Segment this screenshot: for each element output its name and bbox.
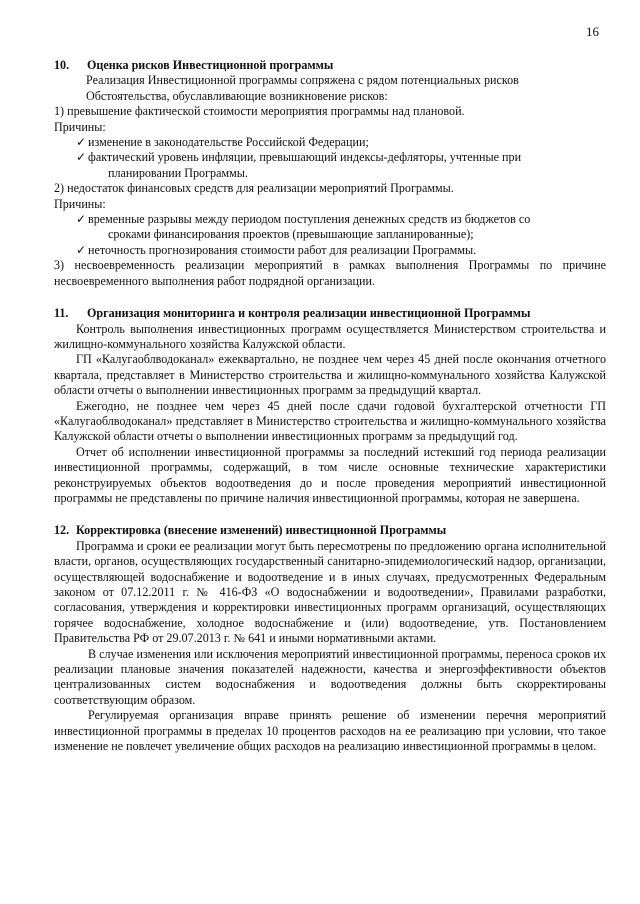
section-12-paragraph-1: Программа и сроки ее реализации могут быть пересмотрены по предложению органа исполнительной власти, органов, осуществляющих государственный санитарно-эпидемиологический надзор, организации, осуществляющей водоснабжение и водоотведение и в иных случаях, предусмотренных Федеральным законом от 07.12.2011 г. № 416-ФЗ «О водоснабжении и водоотведении», Правилами разработки, согласования, утверждения и корректировки инвестиционных программ организаций, осуществляющих горячее водоснабжение, холодное водоснабжение и (или) водоотведение, утв. Постановлением Правительства РФ от 29.07.2013 г. № 641 и иными нормативными актами. xyxy=(54,538,606,646)
spacer xyxy=(54,289,606,306)
spacer xyxy=(54,506,606,523)
risk-1-reason-2: ✓ фактический уровень инфляции, превышающий индексы-дефляторы, учтенные при планировании Программы. xyxy=(76,150,522,180)
section-12-paragraph-3: Регулируемая организация вправе принять решение об изменении перечня мероприятий инвестиционной программы в пределах 10 процентов расходов на ее реализацию при условии, что такое изменение не повлечет увеличение общих расходов на реализацию инвестиционной программы в целом. xyxy=(54,708,606,754)
check-mark-icon: ✓ xyxy=(76,212,87,227)
section-11-paragraph-1: Контроль выполнения инвестиционных программ осуществляется Министерством строительства и жилищно-коммунального хозяйства Калужской области. xyxy=(54,321,606,351)
section-12-paragraph-2: В случае изменения или исключения мероприятий инвестиционной программы, переноса сроков их реализации плановые значения показателей надежности, качества и энергоэффективности объектов централизованных систем водоснабжения и водоотведения должны быть скорректированы соответствующим образом. xyxy=(54,646,606,707)
section-12-title: Корректировка (внесение изменений) инвестиционной Программы xyxy=(76,523,447,538)
reasons-label-2: Причины: xyxy=(54,196,106,211)
section-11-paragraph-3: Ежегодно, не позднее чем через 45 дней после сдачи годовой бухгалтерской отчетности ГП «Калугаоблводоканал» представляет в Министерство строительства и жилищно-коммунального хозяйства Калужской области отчеты о выполнении инвестиционных программ за предыдущий год. xyxy=(54,398,606,444)
section-11-number: 11. xyxy=(54,306,69,321)
section-12-number: 12. xyxy=(54,523,70,538)
section-10-number: 10. xyxy=(54,58,70,72)
section-11-paragraph-2: ГП «Калугаоблводоканал» ежеквартально, не позднее чем через 45 дней после окончания отчетного квартала, представляет в Министерство строительства и жилищно-коммунального хозяйства Калужской области отчеты о выполнении инвестиционных программ за предыдущий квартал. xyxy=(54,352,606,398)
check-mark-icon: ✓ xyxy=(76,150,87,165)
document-body xyxy=(54,58,606,754)
section-11-paragraph-4: Отчет об исполнении инвестиционной программы за последний истекший год периода реализации инвестиционной программы, содержащий, в том числе основные технические характеристики реконструируемых объектов водоотведения до и после проведения мероприятий инвестиционной программы не представлены по причине наличия инвестиционной программы, которая не завершена. xyxy=(54,444,606,505)
risk-3: 3) несвоевременность реализации мероприятий в рамках выполнения Программы по причине несвоевременного выполнения работ подрядной организации. xyxy=(54,258,606,288)
section-10-intro-1: Реализация Инвестиционной программы сопряжена с рядом потенциальных рисков xyxy=(86,73,519,88)
risk-1-reason-1: ✓ изменение в законодательстве Российской Федерации; xyxy=(76,135,369,150)
section-12-heading xyxy=(54,523,606,538)
risk-1: 1) превышение фактической стоимости мероприятия программы над плановой. xyxy=(54,104,465,119)
reasons-label-1: Причины: xyxy=(54,119,106,134)
section-10-title: Оценка рисков Инвестиционной программы xyxy=(87,58,334,72)
risk-2-reason-2: ✓ неточность прогнозирования стоимости работ для реализации Программы. xyxy=(76,242,477,257)
risk-2-reason-1: ✓ временные разрывы между периодом поступления денежных средств из бюджетов со сроками финансирования проектов (превышающие запланированные); xyxy=(76,212,531,242)
risk-2: 2) недостаток финансовых средств для реализации мероприятий Программы. xyxy=(54,181,454,196)
page-number: 16 xyxy=(586,24,599,39)
section-11-heading xyxy=(54,306,606,321)
section-11-title: Организация мониторинга и контроля реализации инвестиционной Программы xyxy=(87,306,531,321)
check-mark-icon: ✓ xyxy=(76,242,87,257)
section-10-intro-2: Обстоятельства, обуславливающие возникновение рисков: xyxy=(86,88,388,103)
check-mark-icon: ✓ xyxy=(76,135,87,150)
section-10-heading xyxy=(54,58,606,73)
